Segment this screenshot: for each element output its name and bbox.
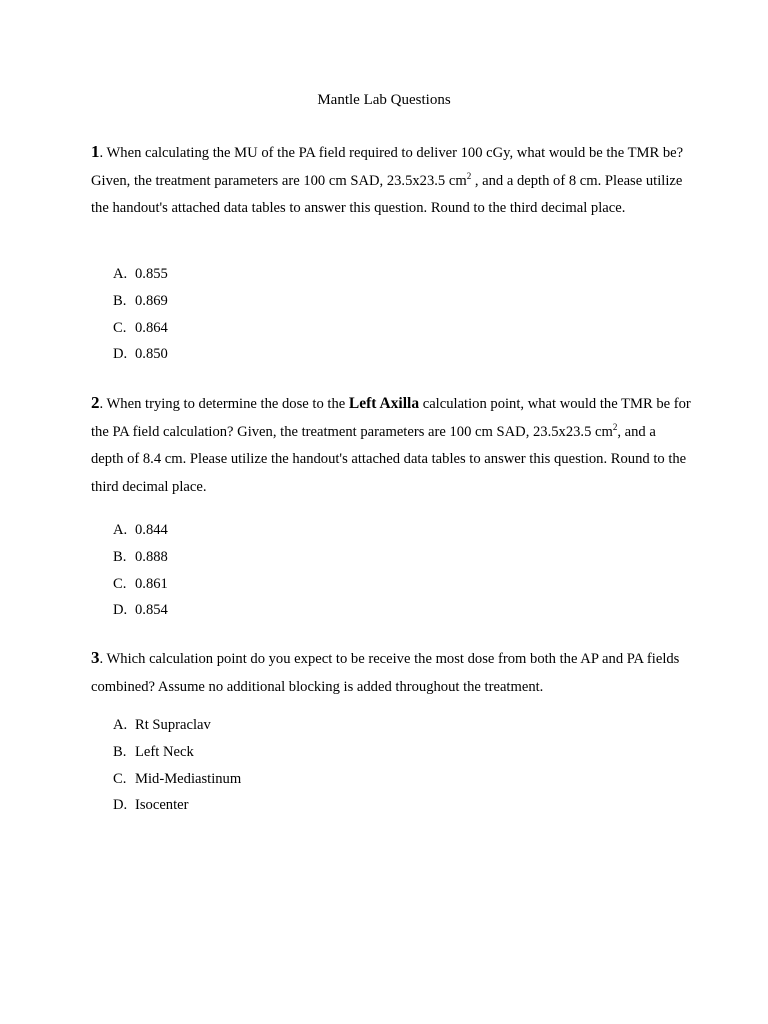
question-text: , and a depth of 8.4 cm. Please utilize the handout's attached data tables to answer this question. Round to the third decimal place. bbox=[91, 423, 687, 495]
option-text: 0.855 bbox=[135, 266, 168, 282]
answer-option[interactable] bbox=[113, 288, 168, 315]
option-text: 0.864 bbox=[135, 319, 168, 336]
option-text: 0.850 bbox=[135, 346, 168, 363]
question-number: 1 bbox=[91, 142, 100, 161]
option-letter: D. bbox=[113, 797, 128, 814]
answer-option[interactable] bbox=[113, 766, 241, 793]
option-text: 0.844 bbox=[135, 522, 168, 538]
question-1 bbox=[91, 138, 691, 223]
option-letter: B. bbox=[113, 292, 127, 309]
option-text: 0.888 bbox=[135, 548, 168, 565]
option-letter: A. bbox=[113, 717, 128, 733]
option-letter: D. bbox=[113, 602, 128, 619]
option-text: 0.869 bbox=[135, 292, 168, 309]
answer-option[interactable] bbox=[113, 517, 168, 544]
option-letter: B. bbox=[113, 548, 127, 565]
answer-option[interactable] bbox=[113, 712, 241, 739]
bold-term: Left Axilla bbox=[348, 395, 420, 412]
option-text: 0.861 bbox=[135, 575, 168, 592]
question-text: . Which calculation point do you expect to be receive the most dose from both the AP and PA fields combined? Assume no additional blocking is added throughout the treatment. bbox=[91, 651, 680, 695]
option-letter: B. bbox=[113, 743, 127, 760]
answer-options-3 bbox=[113, 712, 241, 819]
answer-option[interactable] bbox=[113, 341, 168, 368]
option-letter: D. bbox=[113, 346, 128, 363]
answer-option[interactable] bbox=[113, 571, 168, 598]
answer-options-2 bbox=[113, 517, 168, 624]
answer-option[interactable] bbox=[113, 544, 168, 571]
answer-option[interactable] bbox=[113, 597, 168, 624]
question-3 bbox=[91, 644, 691, 701]
question-number: 2 bbox=[91, 393, 100, 412]
option-letter: C. bbox=[113, 319, 127, 336]
page-title: Mantle Lab Questions bbox=[317, 92, 451, 108]
answer-option[interactable] bbox=[113, 792, 241, 819]
question-2 bbox=[91, 389, 691, 501]
question-text: calculation point, what would the TMR be for the PA field calculation? Given, the treatment parameters are 100 cm SAD, 23.5x23.5 cm bbox=[91, 396, 691, 440]
question-text: . When trying to determine the dose to the bbox=[99, 396, 349, 412]
question-number: 3 bbox=[91, 648, 100, 667]
option-letter: A. bbox=[113, 522, 128, 538]
option-letter: A. bbox=[113, 266, 128, 282]
answer-option[interactable] bbox=[113, 261, 168, 288]
option-letter: C. bbox=[113, 770, 127, 787]
superscript: 2 bbox=[466, 170, 472, 181]
superscript: 2 bbox=[612, 421, 618, 432]
option-letter: C. bbox=[113, 575, 127, 592]
option-text: Isocenter bbox=[135, 797, 189, 814]
question-text: . When calculating the MU of the PA field required to deliver 100 cGy, what would be the TMR be? Given, the treatment parameters are 100 cm SAD, 23.5x23.5 cm bbox=[91, 145, 684, 189]
answer-option[interactable] bbox=[113, 739, 241, 766]
option-text: Mid-Mediastinum bbox=[135, 770, 242, 787]
option-text: Left Neck bbox=[135, 743, 194, 760]
answer-option[interactable] bbox=[113, 315, 168, 342]
question-text: , and a depth of 8 cm. Please utilize the handout's attached data tables to answer this question. Round to the third decimal place. bbox=[91, 172, 683, 216]
option-text: Rt Supraclav bbox=[135, 717, 211, 733]
option-text: 0.854 bbox=[135, 602, 168, 619]
answer-options-1 bbox=[113, 261, 168, 368]
